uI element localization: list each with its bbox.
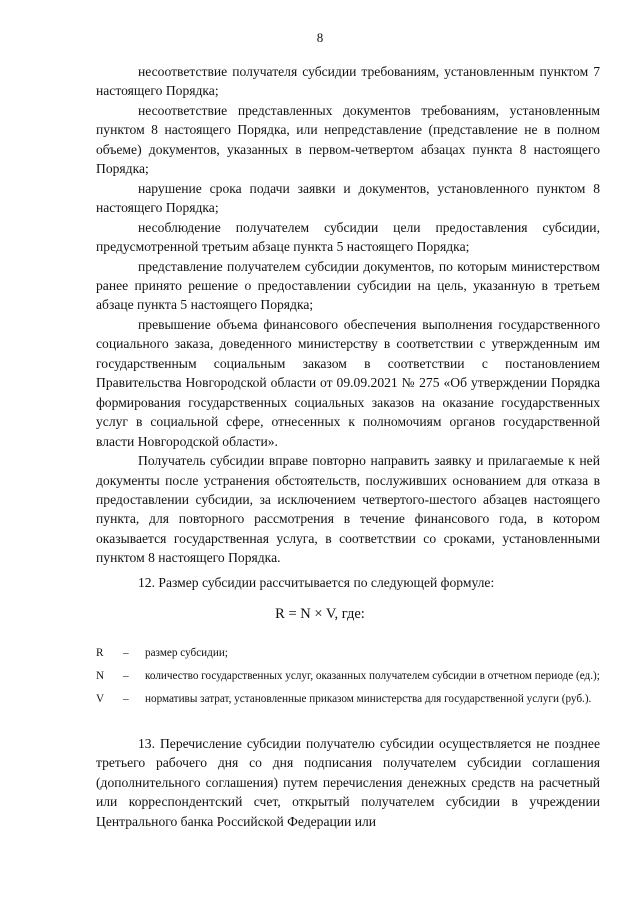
paragraph-prior-decision: представление получателем субсидии документов, по которым министерством ранее принято решение о предоставлении субсидии на цель, указанную в третьем абзаце пункта 5 настоящего Порядка; xyxy=(96,258,600,313)
paragraph-applicant-mismatch: несоответствие получателя субсидии требованиям, установленным пунктом 7 настоящего Порядка; xyxy=(96,64,600,99)
subsidy-formula: R = N × V, где: xyxy=(275,606,365,622)
legend-description: размер субсидии; xyxy=(145,647,228,659)
legend-description: количество государственных услуг, оказанных получателем субсидии в отчетном периоде (ед.); xyxy=(145,670,600,682)
document-body xyxy=(96,62,600,592)
legend-symbol: V xyxy=(96,693,105,705)
legend-symbol: N xyxy=(96,670,105,682)
paragraph-purpose-noncompliance: несоблюдение получателем субсидии цели предоставления субсидии, предусмотренной третьим абзаце пункта 5 настоящего Порядка; xyxy=(96,219,600,255)
legend-row-v xyxy=(96,692,600,707)
paragraph-12-heading: 12. Размер субсидии рассчитывается по следующей формуле: xyxy=(138,574,495,590)
paragraph-documents-mismatch: несоответствие представленных документов требованиям, установленным пунктом 8 настоящего Порядка, или непредставление (представление не в полном объеме) документов, указанных в первом-четвертом абзацах пункта 8 настоящего Порядка; xyxy=(96,102,600,177)
legend-row-r xyxy=(96,646,600,661)
paragraph-13: 13. Перечисление субсидии получателю субсидии осуществляется не позднее третьего рабочего дня со дня подписания получателем субсидии соглашения (дополнительного соглашения) путем перечисления денежных средств на расчетный или корреспондентский счет, открытый получателем субсидии в учреждении Центрального банка Российской Федерации или xyxy=(96,736,600,829)
legend-dash: – xyxy=(123,693,129,705)
page-number: 8 xyxy=(316,30,324,45)
paragraph-resubmission: Получатель субсидии вправе повторно направить заявку и прилагаемые к ней документы после устранения обстоятельств, послуживших основанием для отказа в предоставлении субсидии, за исключением четвертого-шестого абзацев настоящего пункта, для повторного рассмотрения в течение финансового года, в котором оказывается государственная услуга, в соответствии со сроками, установленными пунктом 8 настоящего Порядка. xyxy=(96,453,600,566)
paragraph-13-block xyxy=(96,734,600,831)
legend-description: нормативы затрат, установленные приказом министерства для государственной услуги (руб.). xyxy=(145,693,592,705)
legend-symbol: R xyxy=(96,647,104,659)
legend-dash: – xyxy=(123,647,129,659)
legend-row-n xyxy=(96,669,600,684)
paragraph-deadline-violation: нарушение срока подачи заявки и документов, установленного пунктом 8 настоящего Порядка; xyxy=(96,180,600,216)
legend-dash: – xyxy=(123,670,129,682)
formula-legend xyxy=(96,646,600,715)
paragraph-volume-excess: превышение объема финансового обеспечения выполнения государственного социального заказа, доведенного министерству в соответствии с утвержденным им государственным социальным заказом в соответствии с постановлением Правительства Новгородской области от 09.09.2021 № 275 «Об утверждении Порядка формирования государственных социальных заказов на оказание государственных услуг в социальной сфере, отнесенных к полномочиям органов государственной власти Новгородской области». xyxy=(96,316,600,449)
